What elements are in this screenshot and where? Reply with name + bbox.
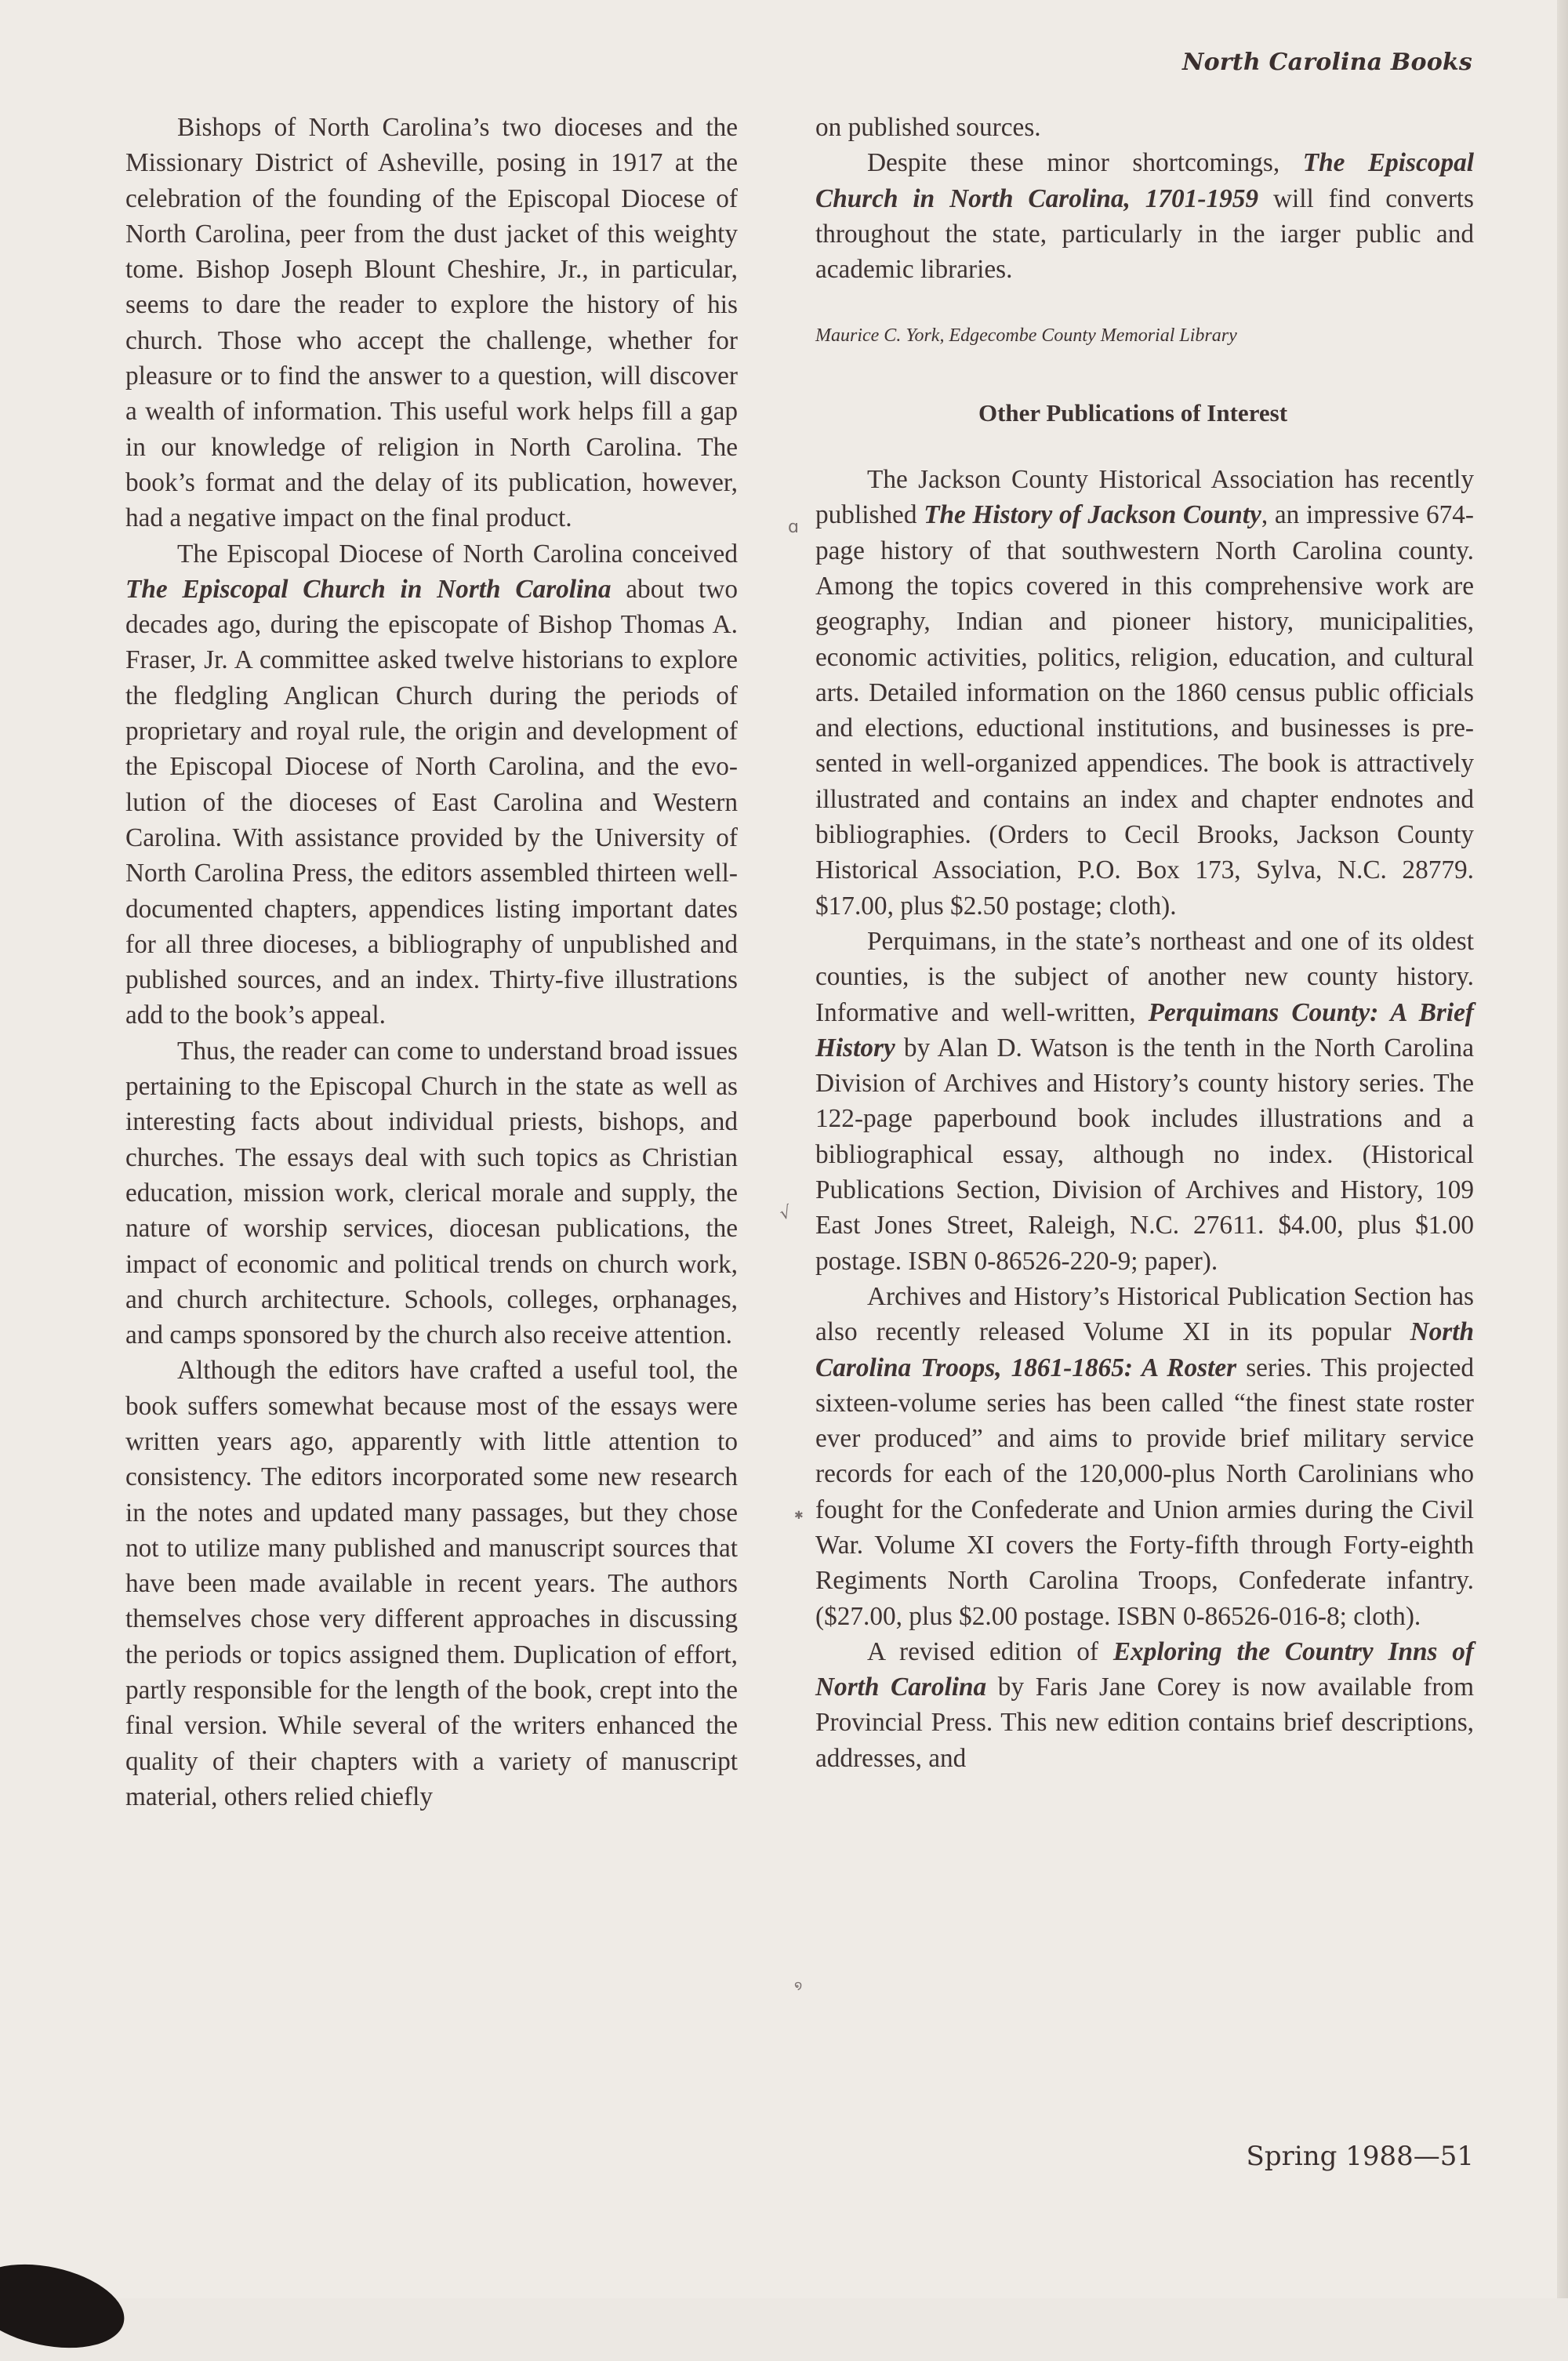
right-column [815, 110, 1474, 1776]
paragraph-text: on published sources. [815, 113, 1041, 142]
book-title: North Carolina Troops, 1861-1865: A Roster [815, 1317, 1474, 1382]
paragraph [815, 924, 1474, 1279]
paragraph-text: Archives and History’s Historical Publication Section has also recently released Volume XI in its popular [815, 1281, 1474, 1347]
paragraph-text: Although the editors have crafted a useful tool, the book suffers somewhat because most of the essays were written years ago, apparently with little attention to consistency. The editors incorporated some new research in the notes and updated many passages, but they chose not to utilize many published and manuscript sources that have been made available in recent years. The authors themselves chose very different approaches in discussing the periods or topics assigned them. Duplication of effort, partly responsible for the length of the book, crept into the final version. While several of the writers enhanced the quality of their chapters with a variety of manuscript material, others relied chiefly [125, 1356, 738, 1811]
margin-check-mark-icon: √ [778, 1202, 794, 1225]
paragraph-text: The Jackson County Historical Association has recently published [815, 465, 1474, 530]
paragraph [125, 110, 738, 536]
paragraph [125, 1033, 738, 1353]
publications-list [815, 462, 1474, 1776]
left-column [125, 110, 738, 1814]
margin-scribble-icon: ໑ [794, 1978, 803, 1992]
margin-smudge-icon: ✱ [794, 1509, 804, 1522]
book-title: The Episcopal Church in North Carolina, 1701-1959 [815, 148, 1474, 213]
paragraph [815, 462, 1474, 924]
paragraph-text: Perquimans, in the state’s northeast and one of its oldest counties, is the subject of another new county history. Informative and well-written, [815, 926, 1474, 1027]
paragraph [125, 1353, 738, 1814]
margin-pencil-mark-icon: ɑ [788, 518, 799, 537]
section-heading: Other Publications of Interest [978, 398, 1288, 427]
paragraph-text: A revised edition of [867, 1636, 1113, 1666]
paragraph [815, 1634, 1474, 1776]
book-title: Exploring the Country Inns of North Carolina [815, 1636, 1474, 1702]
book-title: Perquimans County: A Brief History [815, 997, 1474, 1062]
paragraph [815, 110, 1474, 145]
paragraph-text: Bishops of North Carolina’s two dioceses and the Missionary District of Asheville, posing in 1917 at the celebration of the founding of the Episcopal Diocese of North Carolina, peer from the dust jacket of this weighty tome. Bishop Joseph Blount Cheshire, Jr., in particular, seems to dare the reader to explore the history of his church. Those who accept the challenge, whether for pleasure or to find the answer to a question, will discover a wealth of information. This useful work helps fill a gap in our knowledge of religion in North Carolina. The book’s format and the delay of its publication, however, had a negative impact on the final product. [125, 113, 738, 533]
book-title: The Episcopal Church in North Carolina [125, 574, 612, 604]
paragraph-text: by Alan D. Watson is the tenth in the North Carolina Division of Archives and History’s county history series. The 122-page paperbound book includes illustrations and a bibliographical essay, although no index. (Historical Publications Section, Division of Archives and History, 109 East Jones Street, Raleigh, N.C. 27611. $4.00, plus $1.00 postage. ISBN 0-86526-220-9; paper). [815, 1033, 1474, 1276]
reviewer-byline: Maurice C. York, Edgecombe County Memorial Library [815, 325, 1237, 347]
page-folio: Spring 1988—51 [1246, 2141, 1474, 2172]
paragraph-text: Despite these minor shortcomings, [867, 148, 1303, 178]
review-body-continuation [815, 110, 1474, 287]
paragraph-text: series. This projected sixteen-volume series has been called “the finest state roster ever produced” and aims to provide brief military service records for each of the 120,000-plus North Carolinians who fought for the Confederate and Union armies during the Civil War. Volume XI covers the Forty-fifth through Forty-eighth Regiments North Carolina Troops, Confederate infantry. ($27.00, plus $2.00 postage. ISBN 0-86526-016-8; cloth). [815, 1353, 1474, 1631]
paragraph-text: The Episcopal Diocese of North Carolina conceived [177, 539, 738, 568]
paragraph-text: , an impressive 674-page history of that southwestern North Carolina county. Among the topics covered in this comprehensive work are geography, Indian and pioneer history, municipalities, economic activities, politics, religion, education, and cultural arts. Detailed information on the 1860 census public officials and elections, eductional institutions, and businesses is presented in well-organized appendices. The book is attractively illustrated and contains an index and chapter endnotes and bibliographies. (Orders to Cecil Brooks, Jackson County Historical Association, P.O. Box 173, Sylva, N.C. 28779. $17.00, plus $2.50 postage; cloth). [815, 500, 1474, 921]
paragraph [815, 145, 1474, 287]
paragraph [125, 536, 738, 1033]
review-body-left [125, 110, 738, 1814]
book-title: The History of Jackson County [924, 500, 1261, 530]
running-header-title: North Carolina Books [1181, 49, 1472, 76]
scan-corner-shadow [0, 2251, 132, 2360]
paragraph-text: about two decades ago, during the episcopate of Bishop Thomas A. Fraser, Jr. A committee asked twelve historians to explore the fledgling Anglican Church during the periods of proprietary and royal rule, the origin and development of the Episcopal Diocese of North Carolina, and the evolution of the dioceses of East Carolina and Western Carolina. With assistance provided by the University of North Carolina Press, the editors assembled thirteen well-documented chapters, appendices listing important dates for all three dioceses, a bibliography of unpublished and published sources, and an index. Thirty-five illustrations add to the book’s appeal. [125, 574, 738, 1030]
paragraph [815, 1279, 1474, 1634]
paragraph-text: will find converts throughout the state, particularly in the iarger public and academic libraries. [815, 183, 1474, 285]
paragraph-text: Thus, the reader can come to understand broad issues pertaining to the Episcopal Church in the state as well as interesting facts about individual priests, bishops, and churches. The essays deal with such topics as Christian education, mission work, clerical morale and supply, the nature of worship services, diocesan publications, the impact of economic and political trends on church work, and church architecture. Schools, colleges, orphanages, and camps sponsored by the church also receive attention. [125, 1036, 738, 1350]
paragraph-text: by Faris Jane Corey is now available from Provincial Press. This new edition contains brief descriptions, addresses, and [815, 1673, 1474, 1773]
page-edge [1557, 0, 1568, 2298]
